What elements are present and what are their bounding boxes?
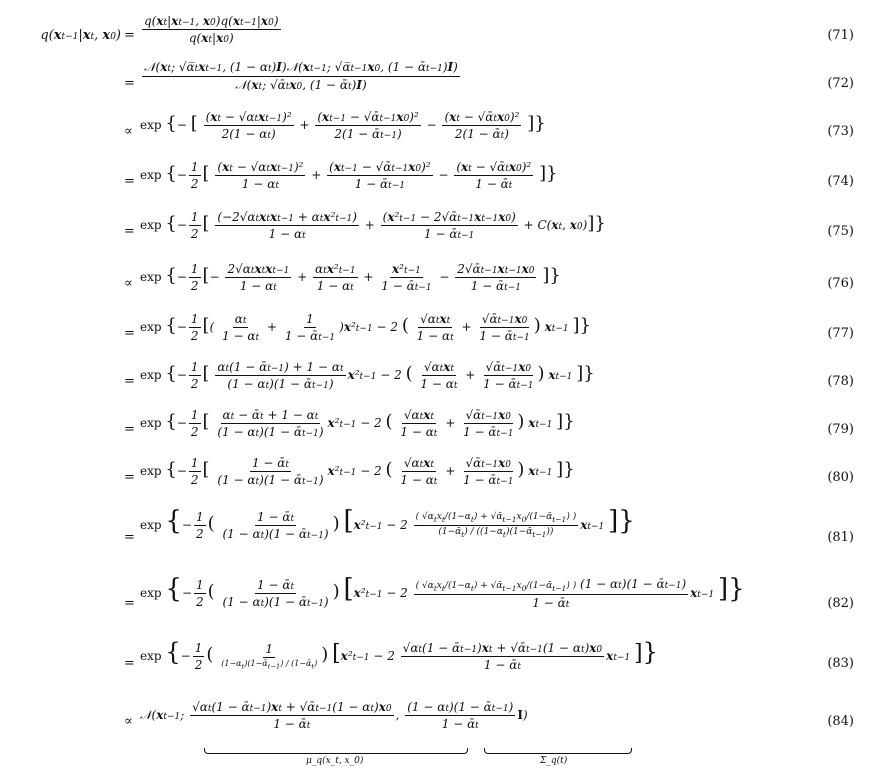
equation-relation: ∝: [124, 124, 133, 139]
equation-number: (80): [827, 470, 854, 485]
equation-75: [0, 210, 884, 252]
equation-expression: exp {− $\frac{1}{2}$ [ $\frac{\text{(−2√αtxtxt−1 + αtx²t−1)}}{1 - \alpha t}$ + $\frac{\text{(x²t−1 − 2√ᾱt−1xt−1x0)}}{\text{1 − ᾱt−1}}$ + C(xt, x0)]}: [140, 210, 606, 241]
equation-number: (82): [827, 596, 854, 611]
equation-81: [0, 506, 884, 566]
covariance-underbrace: [484, 748, 632, 754]
equation-expression: $\frac{\text{𝒩(xt; √α̅txt−1, (1 − αt)I)𝒩(xt−1; √α̅t−1x0, (1 − ᾱt−1)I)}}{\text{𝒩(xt; √ᾱtx0, (1 − ᾱt)I)}}$: [144, 60, 458, 92]
equation-74: [0, 160, 884, 202]
equation-number: (78): [827, 374, 854, 389]
equation-number: (83): [827, 656, 854, 671]
equation-83: [0, 638, 884, 686]
equation-expression: exp {− $\frac{1}{2}$ ( $\frac{\text{1 − ᾱt}}{\text{(1 − αt)(1 − ᾱt−1)}}$ ) [x²t−1 − 2 $\frac{( √\alpha_tx_t/(1-\alpha_t) + √ᾱ_{t-1}x_0/(1-ᾱ_{t-1}) )}{(1-ᾱ_t) / ((1-\alpha_t)(1-ᾱ_{t-1}))}$ xt−1 ]}: [140, 506, 635, 541]
equation-relation: =: [124, 374, 135, 389]
equation-number: (81): [827, 530, 854, 545]
equation-number: (74): [827, 174, 854, 189]
equation-80: [0, 456, 884, 498]
equation-78: [0, 360, 884, 402]
equation-relation: =: [124, 596, 135, 611]
equation-relation: ∝: [124, 714, 133, 729]
equation-expression: exp {− $\frac{1}{2}$ [ $\frac{\text{αt(1 − ᾱt−1) + 1 − αt}}{\text{(1 − αt)(1 − ᾱt−1)}}$ x²t−1 − 2 ( $\frac{\text{√αtxt}}{1 - \alpha t}$ + $\frac{\text{√ᾱt−1x0}}{\text{1 − ᾱt−1}}$ ) xt−1 ]}: [140, 360, 595, 391]
equation-relation: =: [124, 224, 135, 239]
equation-number: (76): [827, 276, 854, 291]
equation-expression: exp {− $\frac{1}{2}$ ( $\frac{\text{1 − ᾱt}}{\text{(1 − αt)(1 − ᾱt−1)}}$ ) [x²t−1 − 2 $\frac{( √\alpha_tx_t/(1-\alpha_t) + √ᾱ_{t-1}x_0/(1-ᾱ_{t-1}) ) (1 - \alpha t)(1 - ᾱt-1)}{\text{1 − ᾱt}}$ xt−1 ]}: [140, 574, 745, 610]
equation-number: (77): [827, 326, 854, 341]
mean-label: μ_q(x_t, x_0): [306, 756, 364, 766]
equation-73: [0, 110, 884, 152]
equation-relation: =: [124, 76, 135, 91]
equation-expression: 𝒩(xt−1; $\frac{\text{√αt(1 − ᾱt−1)xt + √ᾱt−1(1 − αt)x0}}{\text{1 − ᾱt}}$ , $\frac{\text{(1 − αt)(1 − ᾱt−1)}}{\text{1 − ᾱt}}$ I): [140, 700, 528, 731]
equation-expression: $\frac{q(xt|xt-1, x0)q(xt-1|x0)}{q(xt|x0)}$: [144, 14, 279, 45]
equation-number: (73): [827, 124, 854, 139]
equation-expression: exp {− $\frac{1}{2}$ ( $\frac{1}{(1-\alpha_t)(1-ᾱ_{t-1}) / (1-ᾱ_t)}$ ) [x²t−1 − 2 $\frac{\text{√αt(1 − ᾱt−1)xt + √ᾱt−1(1 − αt)x0}}{\text{1 − ᾱt}}$ xt−1 ]}: [140, 638, 658, 672]
equation-76: [0, 262, 884, 304]
equation-82: [0, 574, 884, 630]
equation-72: [0, 60, 884, 102]
equation-relation: =: [124, 174, 135, 189]
equation-number: (72): [827, 76, 854, 91]
equation-number: (71): [827, 28, 854, 43]
equation-relation: =: [124, 422, 135, 437]
equation-relation: =: [124, 530, 135, 545]
equation-expression: exp {− [ $\frac{\text{(xt − √αtxt−1)²}}{2(1 - \alpha t)}$ + $\frac{\text{(xt−1 − √ᾱt−1x0)²}}{\text{2(1 − ᾱt−1)}}$ − $\frac{\text{(xt − √ᾱtx0)²}}{\text{2(1 − ᾱt)}}$ ]}: [140, 110, 546, 141]
mean-underbrace: [204, 748, 468, 754]
equation-number: (75): [827, 224, 854, 239]
equation-number: (79): [827, 422, 854, 437]
equation-number: (84): [827, 714, 854, 729]
equation-relation: =: [124, 28, 135, 43]
equation-expression: exp {− $\frac{1}{2}$ [− $\frac{\text{2√αtxtxt−1}}{1 - \alpha t}$ + $\frac{\text{αtx²t−1}}{1 - \alpha t}$ + $\frac{\text{x²t−1}}{\text{1 − ᾱt−1}}$ − $\frac{\text{2√ᾱt−1xt−1x0}}{\text{1 − ᾱt−1}}$ ]}: [140, 262, 561, 293]
equation-relation: ∝: [124, 276, 133, 291]
equation-expression: exp {− $\frac{1}{2}$ [ $\frac{\text{(xt − √αtxt−1)²}}{1 - \alpha t}$ + $\frac{\text{(xt−1 − √ᾱt−1x0)²}}{\text{1 − ᾱt−1}}$ − $\frac{\text{(xt − √ᾱtx0)²}}{\text{1 − ᾱt}}$ ]}: [140, 160, 558, 191]
equation-77: [0, 312, 884, 354]
equation-relation: =: [124, 326, 135, 341]
equation-relation: =: [124, 656, 135, 671]
equation-expression: exp {− $\frac{1}{2}$ [ $\frac{\text{1 − ᾱt}}{\text{(1 − αt)(1 − ᾱt−1)}}$ x²t−1 − 2 ( $\frac{\text{√αtxt}}{1 - \alpha t}$ + $\frac{\text{√ᾱt−1x0}}{\text{1 − ᾱt−1}}$ ) xt−1 ]}: [140, 456, 575, 487]
equation-lhs: q(xt−1|xt, x0): [40, 28, 121, 43]
equation-expression: exp {− $\frac{1}{2}$ [( $\frac{\alpha t}{1 - \alpha t}$ + $\frac{1}{\text{1 − ᾱt−1}}$ )x²t−1 − 2 ( $\frac{\text{√αtxt}}{1 - \alpha t}$ + $\frac{\text{√ᾱt−1x0}}{\text{1 − ᾱt−1}}$ ) xt−1 ]}: [140, 312, 591, 343]
equation-84: [0, 700, 884, 780]
equation-relation: =: [124, 470, 135, 485]
equation-71: [0, 14, 884, 54]
equation-79: [0, 408, 884, 450]
equation-expression: exp {− $\frac{1}{2}$ [ $\frac{\text{αt − ᾱt + 1 − αt}}{\text{(1 − αt)(1 − ᾱt−1)}}$ x²t−1 − 2 ( $\frac{\text{√αtxt}}{1 - \alpha t}$ + $\frac{\text{√ᾱt−1x0}}{\text{1 − ᾱt−1}}$ ) xt−1 ]}: [140, 408, 575, 439]
covariance-label: Σ_q(t): [540, 756, 568, 766]
